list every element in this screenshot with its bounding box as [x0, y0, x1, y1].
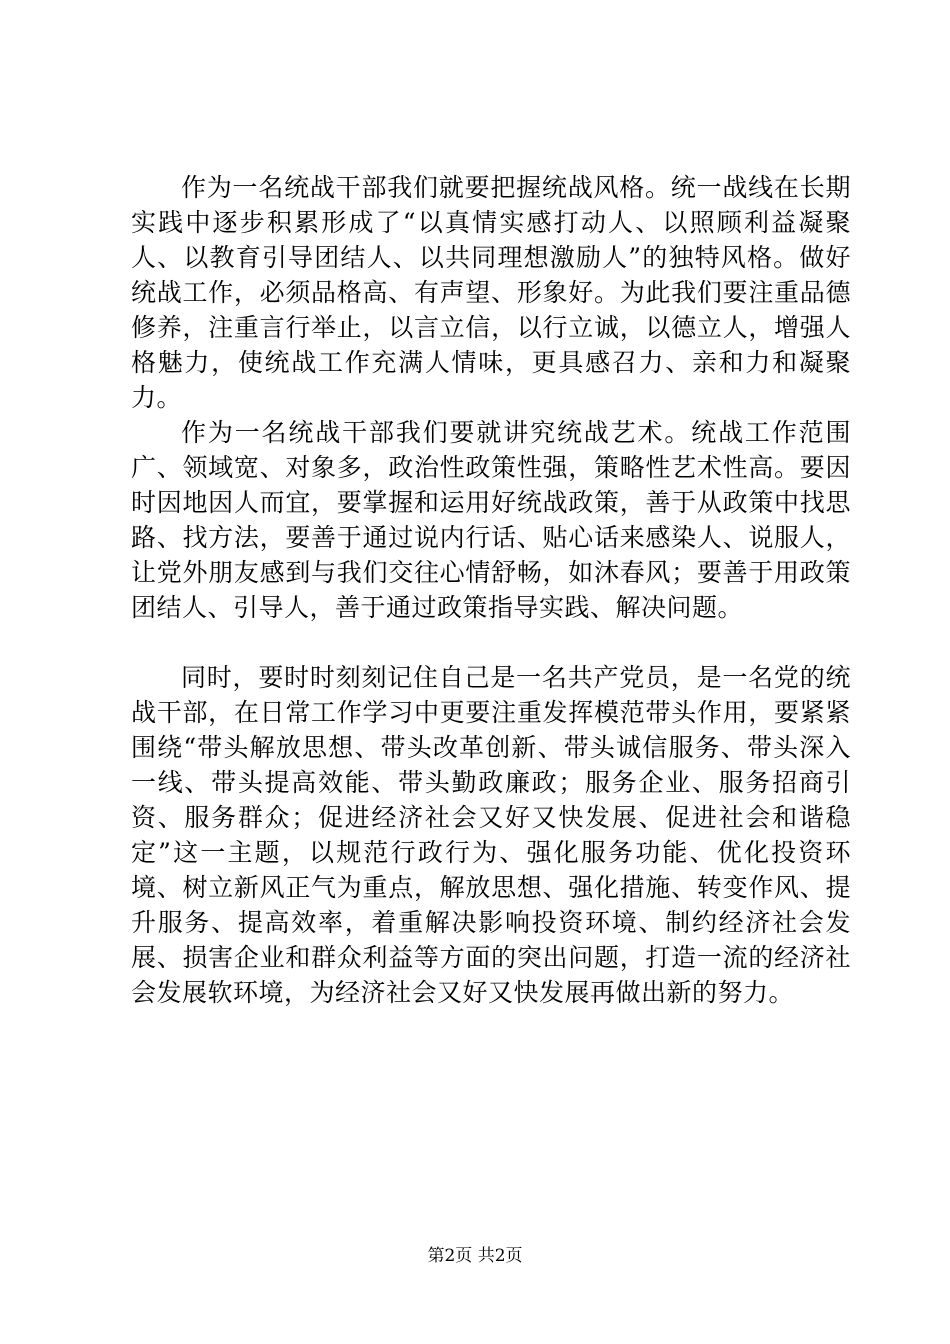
page-number-footer: 第2页 共2页 [427, 1246, 523, 1266]
paragraph-party-member-role: 同时，要时时刻刻记住自己是一名共产党员，是一名党的统战干部，在日常工作学习中更要注重发挥模范带头作用，要紧紧围绕“带头解放思想、带头改革创新、带头诚信服务、带头深入一线、带头提高效能、带头勤政廉政；服务企业、服务招商引资、服务群众；促进经济社会又好又快发展、促进社会和谐稳定”这一主题，以规范行政行为、强化服务功能、优化投资环境、树立新风正气为重点，解放思想、强化措施、转变作风、提升服务、提高效率，着重解决影响投资环境、制约经济社会发展、损害企业和群众利益等方面的突出问题，打造一流的经济社会发展软环境，为经济社会又好又快发展再做出新的努力。 [131, 663, 851, 1007]
paragraph-united-front-art: 作为一名统战干部我们要就讲究统战艺术。统战工作范围广、领域宽、对象多，政治性政策性强，策略性艺术性高。要因时因地因人而宜，要掌握和运用好统战政策，善于从政策中找思路、找方法，要善于通过说内行话、贴心话来感染人、说服人，让党外朋友感到与我们交往心情舒畅，如沐春风；要善于用政策团结人、引导人，善于通过政策指导实践、解决问题。 [131, 418, 851, 622]
paragraph-united-front-style: 作为一名统战干部我们就要把握统战风格。统一战线在长期实践中逐步积累形成了“以真情实感打动人、以照顾利益凝聚人、以教育引导团结人、以共同理想激励人”的独特风格。做好统战工作，必须品格高、有声望、形象好。为此我们要注重品德修养，注重言行举止，以言立信，以行立诚，以德立人，增强人格魅力，使统战工作充满人情味，更具感召力、亲和力和凝聚力。 [131, 173, 851, 412]
document-body [131, 170, 851, 1010]
